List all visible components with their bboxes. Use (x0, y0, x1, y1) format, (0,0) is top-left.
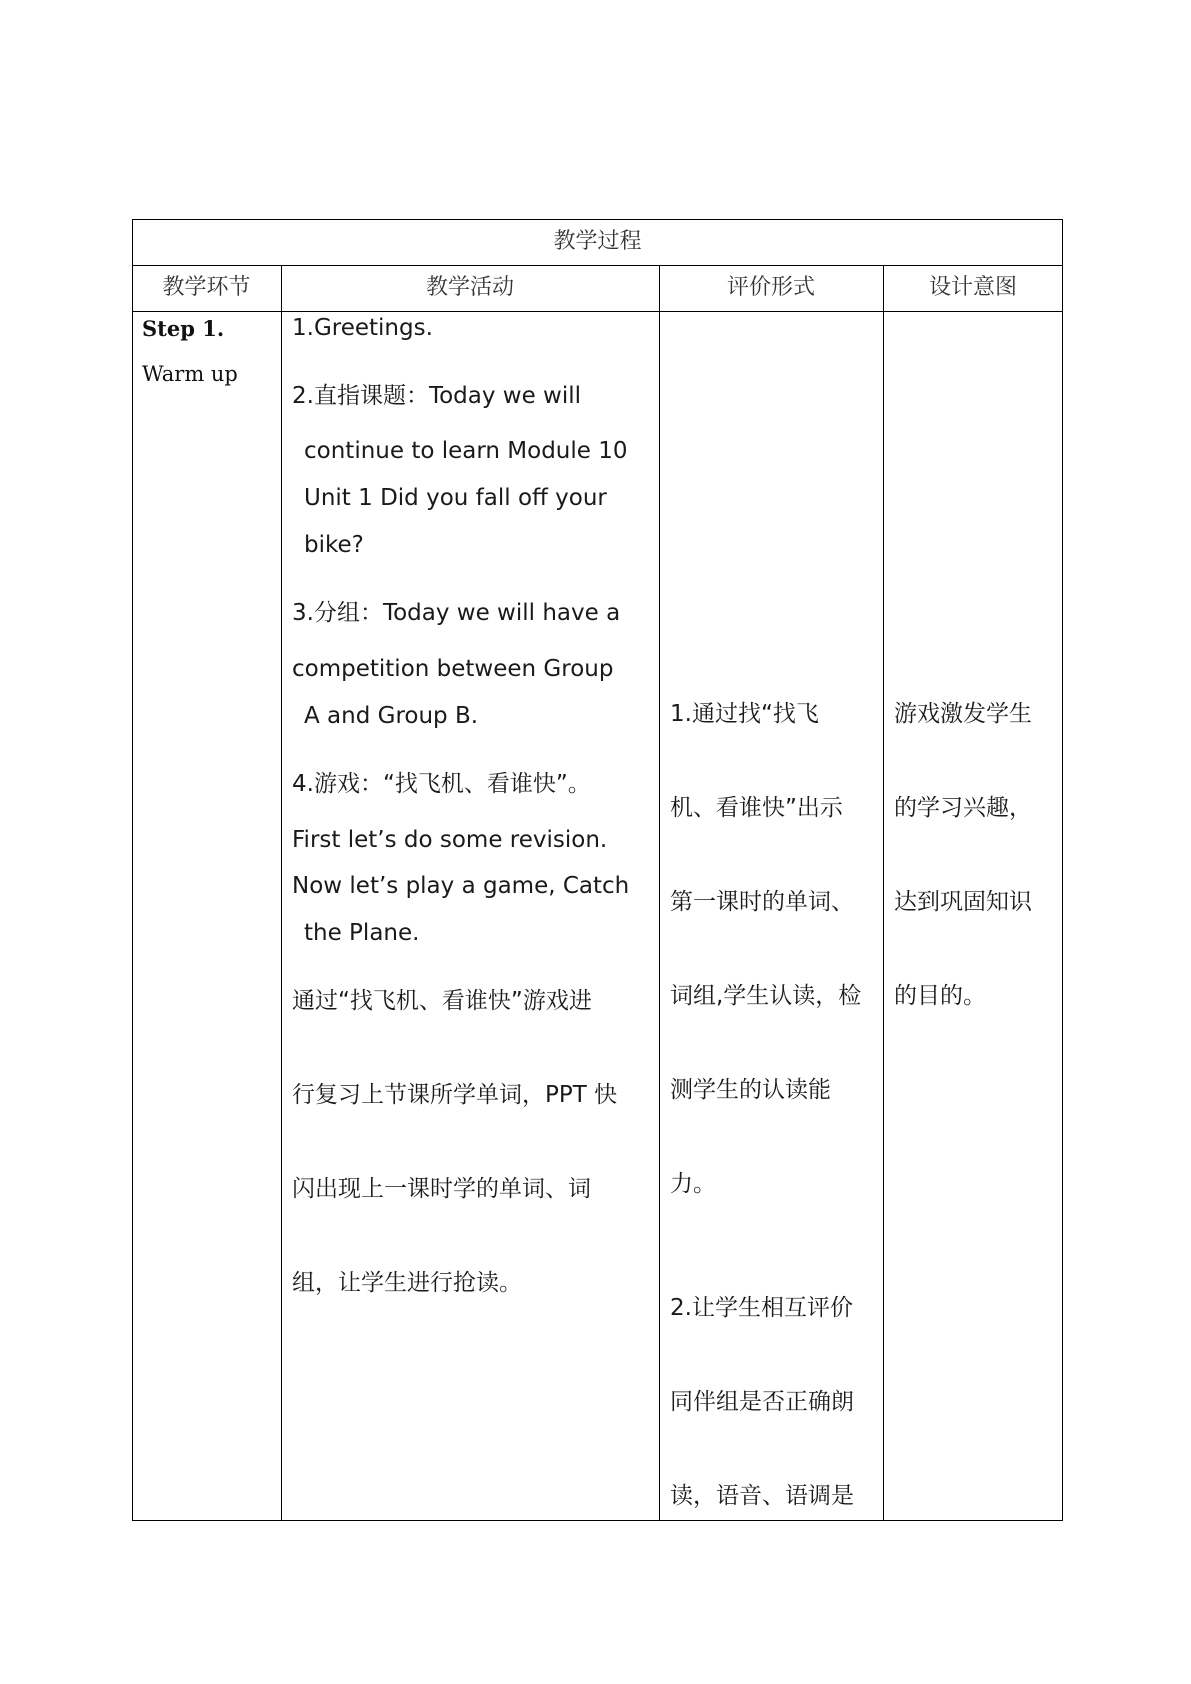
activity-line: competition between Group (292, 656, 614, 682)
activity-line: First let’s do some revision. (292, 827, 608, 853)
activity-line: Now let’s play a game, Catch (292, 873, 630, 899)
intent-line: 游戏激发学生 (894, 701, 1032, 727)
activity-line: 3.分组：Today we will have a (292, 600, 621, 626)
evaluation-line: 测学生的认读能 (670, 1077, 831, 1103)
activity-line: Unit 1 Did you fall off your (304, 485, 607, 511)
header-teaching-activity: 教学活动 (425, 275, 514, 300)
header-teaching-stage: 教学环节 (162, 275, 251, 300)
activity-line: 2.直指课题：Today we will (292, 383, 582, 409)
column-divider-1 (281, 265, 282, 1521)
activity-line: 闪出现上一课时学的单词、词 (292, 1176, 591, 1202)
intent-line: 的学习兴趣， (894, 795, 1032, 821)
evaluation-line: 读，语音、语调是 (670, 1483, 854, 1509)
evaluation-line: 力。 (670, 1171, 716, 1197)
table-title: 教学过程 (553, 229, 642, 254)
activity-line: A and Group B. (304, 703, 479, 729)
teaching-process-table (132, 219, 1063, 1521)
evaluation-line: 1.通过找“找飞 (670, 701, 819, 727)
activity-line: 组，让学生进行抢读。 (292, 1270, 522, 1296)
header-design-intent: 设计意图 (928, 275, 1017, 300)
header-evaluation-form: 评价形式 (726, 275, 815, 300)
activity-line: continue to learn Module 10 (304, 438, 628, 464)
activity-line: 通过“找飞机、看谁快”游戏进 (292, 988, 592, 1014)
title-row-divider (132, 265, 1063, 266)
header-row-divider (132, 311, 1063, 312)
intent-line: 达到巩固知识 (894, 889, 1032, 915)
evaluation-line: 机、看谁快”出示 (670, 795, 843, 821)
activity-line: the Plane. (304, 920, 420, 946)
evaluation-line: 同伴组是否正确朗 (670, 1389, 854, 1415)
evaluation-line: 第一课时的单词、 (670, 889, 854, 915)
activity-line: 1.Greetings. (292, 315, 433, 341)
column-divider-2 (659, 265, 660, 1521)
column-divider-3 (883, 265, 884, 1521)
step-label: Step 1. (142, 316, 225, 341)
evaluation-line: 2.让学生相互评价 (670, 1295, 853, 1321)
step-name: Warm up (142, 362, 238, 386)
activity-line: 4.游戏：“找飞机、看谁快”。 (292, 771, 591, 797)
activity-line: bike? (304, 532, 364, 558)
activity-line: 行复习上节课所学单词，PPT 快 (292, 1082, 618, 1108)
intent-line: 的目的。 (894, 983, 986, 1009)
evaluation-line: 词组,学生认读，检 (670, 983, 862, 1009)
